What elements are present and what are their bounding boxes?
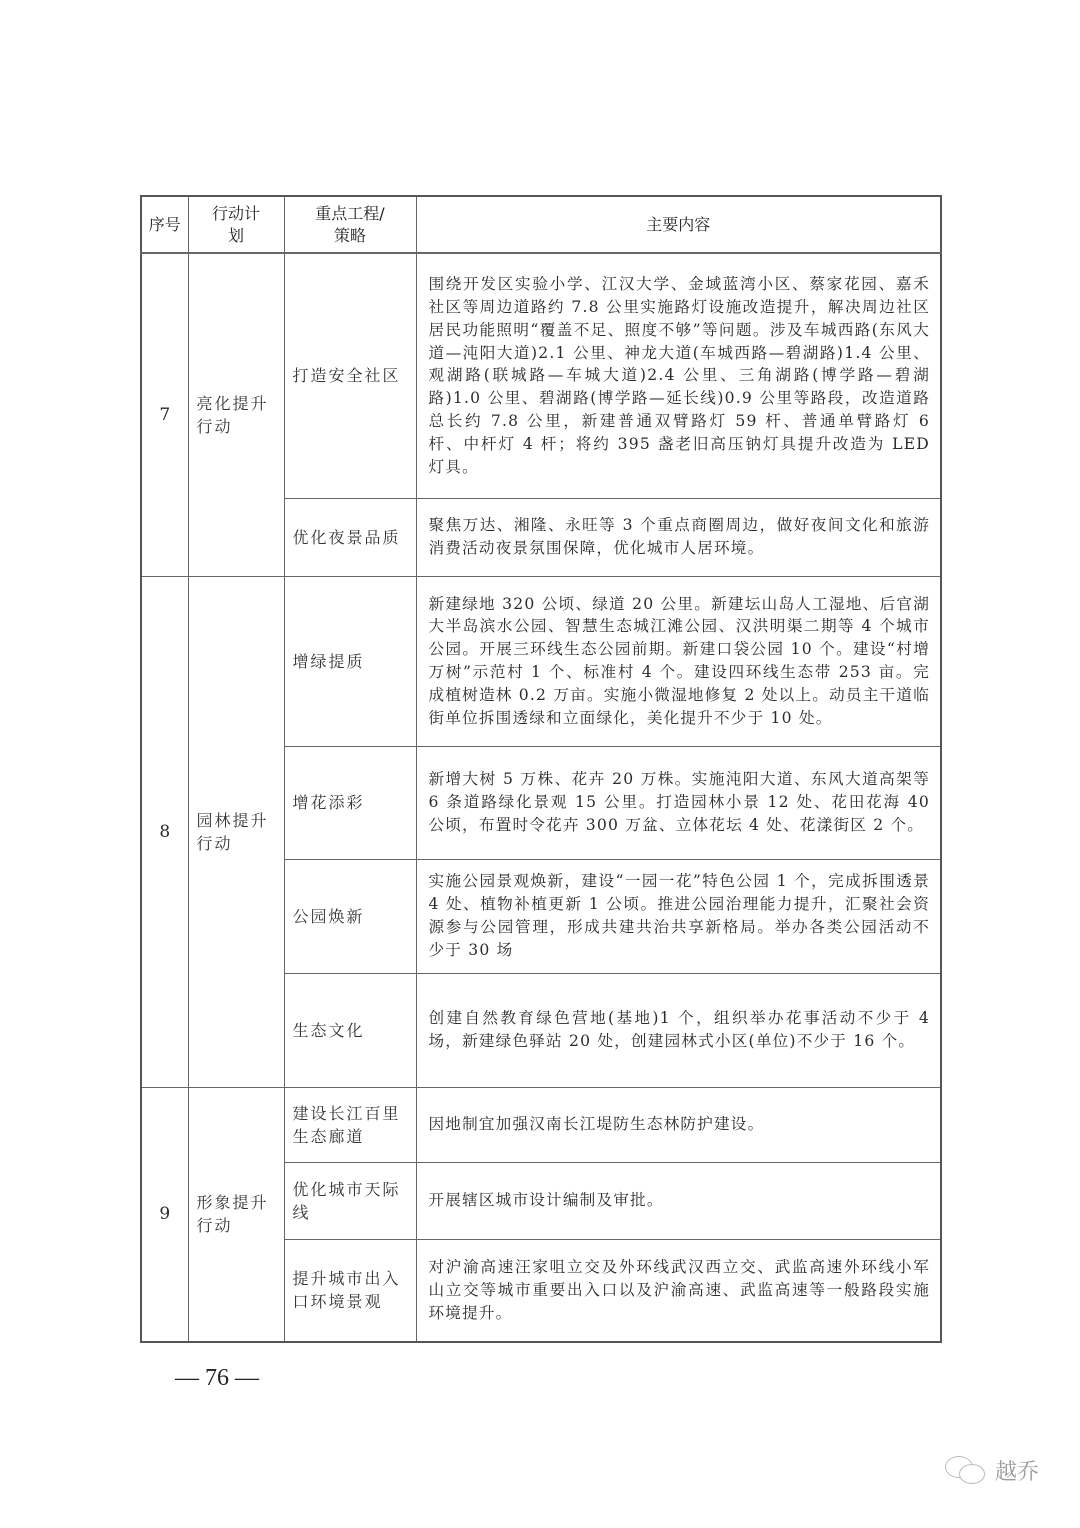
content: 实施公园景观焕新，建设“一园一花”特色公园 1 个，完成拆围透景 4 处、植物补植更新 1 公顷。推进公园治理能力提升，汇聚社会资源参与公园管理，形成共建共治共享新格局。举办各类公园活动不少于 30 场 xyxy=(416,859,941,973)
row-number: 8 xyxy=(141,576,188,1087)
table-row xyxy=(141,1087,941,1162)
header-no: 序号 xyxy=(141,196,188,253)
table-row xyxy=(141,253,941,498)
strategy: 优化夜景品质 xyxy=(284,498,416,576)
content: 聚焦万达、湘隆、永旺等 3 个重点商圈周边，做好夜间文化和旅游消费活动夜景氛围保障，优化城市人居环境。 xyxy=(416,498,941,576)
table-header-row xyxy=(141,196,941,253)
row-number: 9 xyxy=(141,1087,188,1342)
content: 新建绿地 320 公顷、绿道 20 公里。新建坛山岛人工湿地、后官湖大半岛滨水公园、智慧生态城江滩公园、汉洪明渠二期等 4 个城市公园。开展三环线生态公园前期。新建口袋公园 10 个。建设“村增万树”示范村 1 个、标准村 4 个。建设四环线生态带 253 亩。完成植树造林 0.2 万亩。实施小微湿地修复 2 处以上。动员主干道临街单位拆围透绿和立面绿化，美化提升不少于 10 处。 xyxy=(416,576,941,746)
strategy: 建设长江百里生态廊道 xyxy=(284,1087,416,1162)
row-number: 7 xyxy=(141,253,188,576)
strategy: 生态文化 xyxy=(284,973,416,1087)
action-plan-table xyxy=(140,195,942,1343)
action-plan: 亮化提升行动 xyxy=(188,253,284,576)
strategy: 公园焕新 xyxy=(284,859,416,973)
header-content: 主要内容 xyxy=(416,196,941,253)
content: 开展辖区城市设计编制及审批。 xyxy=(416,1162,941,1239)
strategy: 增花添彩 xyxy=(284,746,416,859)
watermark xyxy=(945,1455,1039,1486)
strategy: 提升城市出入口环境景观 xyxy=(284,1239,416,1342)
content: 围绕开发区实验小学、江汉大学、金域蓝湾小区、蔡家花园、嘉禾社区等周边道路约 7.8 公里实施路灯设施改造提升，解决周边社区居民功能照明“覆盖不足、照度不够”等问题。涉及车城西路(东风大道—沌阳大道)2.1 公里、神龙大道(车城西路—碧湖路)1.4 公里、观湖路(联城路—车城大道)2.4 公里、三角湖路(博学路—碧湖路)1.0 公里、碧湖路(博学路—延长线)0.9 公里等路段，改造道路总长约 7.8 公里，新建普通双臂路灯 59 杆、普通单臂路灯 6 杆、中杆灯 4 杆；将约 395 盏老旧高压钠灯具提升改造为 LED 灯具。 xyxy=(416,253,941,498)
wechat-icon xyxy=(945,1456,989,1486)
header-plan: 行动计划 xyxy=(188,196,284,253)
action-plan: 园林提升行动 xyxy=(188,576,284,1087)
header-strategy: 重点工程/策略 xyxy=(284,196,416,253)
content: 创建自然教育绿色营地(基地)1 个，组织举办花事活动不少于 4 场，新建绿色驿站 20 处，创建园林式小区(单位)不少于 16 个。 xyxy=(416,973,941,1087)
content: 因地制宜加强汉南长江堤防生态林防护建设。 xyxy=(416,1087,941,1162)
watermark-text: 越乔 xyxy=(995,1460,1040,1485)
strategy: 增绿提质 xyxy=(284,576,416,746)
content: 对沪渝高速汪家咀立交及外环线武汉西立交、武监高速外环线小军山立交等城市重要出入口以及沪渝高速、武监高速等一般路段实施环境提升。 xyxy=(416,1239,941,1342)
strategy: 打造安全社区 xyxy=(284,253,416,498)
content: 新增大树 5 万株、花卉 20 万株。实施沌阳大道、东风大道高架等 6 条道路绿化景观 15 公里。打造园林小景 12 处、花田花海 40 公顷，布置时令花卉 300 万盆、立体花坛 4 处、花漾街区 2 个。 xyxy=(416,746,941,859)
table-row xyxy=(141,576,941,746)
page-number: — 76 — xyxy=(175,1365,259,1391)
strategy: 优化城市天际线 xyxy=(284,1162,416,1239)
action-plan: 形象提升行动 xyxy=(188,1087,284,1342)
